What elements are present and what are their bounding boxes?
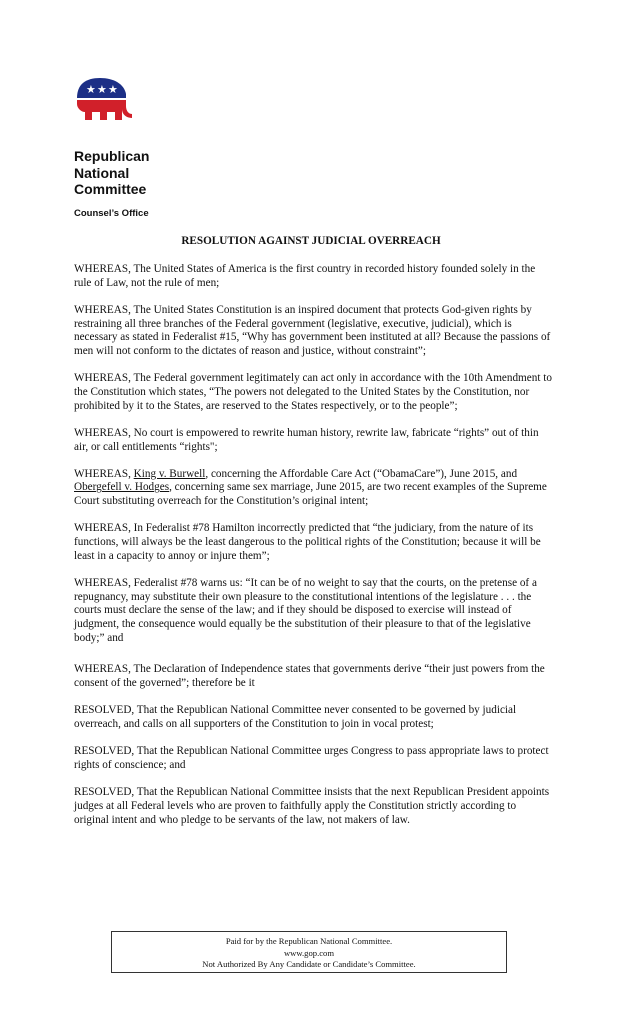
org-line: Republican: [74, 148, 150, 164]
disclaimer-line: Paid for by the Republican National Committee.: [225, 936, 393, 946]
republican-elephant-icon: [74, 74, 134, 126]
paragraph: WHEREAS, Federalist #78 warns us: “It can be of no weight to say that the courts, on the pretense of a repugnancy, may substitute their own pleasure to the constitutional intentions of the legislature . . . the courts must declare the sense of the law; and if they should be disposed to exercise will instead of judgment, the consequence would equally be the substitution of their pleasure to that of the legislative body;” and: [74, 576, 537, 644]
svg-text:★: ★: [108, 83, 118, 96]
svg-text:★: ★: [97, 83, 107, 96]
paragraph: RESOLVED, That the Republican National Committee never consented to be governed by judicial overreach, and calls on all supporters of the Constitution to join in vocal protest;: [74, 704, 517, 731]
paragraph: WHEREAS, In Federalist #78 Hamilton incorrectly predicted that “the judiciary, from the nature of its functions, will always be the least dangerous to the political rights of the Constitution; because it will be least in a capacity to annoy or injure them”;: [74, 522, 541, 562]
org-line: National: [74, 164, 130, 181]
paragraph: RESOLVED, That the Republican National Committee urges Congress to pass appropriate laws to protect rights of conscience; and: [74, 745, 549, 771]
office-label: Counsel’s Office: [74, 208, 149, 219]
paragraph-text: , concerning the Affordable Care Act (“ObamaCare”), June 2015, and: [205, 467, 518, 480]
paragraph: RESOLVED, That the Republican National Committee insists that the next Republican President appoints judges at all Federal levels who are proven to faithfully apply the Constitution strictly according to original intent and who pledge to be servants of the law, not makers of law.: [74, 786, 550, 826]
disclaimer-line: Not Authorized By Any Candidate or Candidate’s Committee.: [202, 959, 416, 969]
paragraph: WHEREAS, The United States Constitution is an inspired document that protects God-given rights by restraining all three branches of the Federal government (legislative, executive, judicial), which is necessary as stated in Federalist #15, “Why has government been instituted at all? Because the passions of men will not conform to the dictates of reason and justice, without constraint”;: [74, 303, 551, 358]
svg-text:★: ★: [86, 83, 96, 96]
case-obergefell-v-hodges: Obergefell v. Hodges: [74, 481, 170, 494]
disclaimer-url: www.gop.com: [283, 947, 335, 958]
resolution-body: [74, 263, 552, 841]
paragraph-text: WHEREAS,: [74, 467, 134, 480]
paragraph-text: , concerning same sex marriage, June 2015, are two recent examples of the Supreme Court substituting overreach for the Constitution’s original intent;: [74, 481, 547, 508]
paragraph: WHEREAS, The Federal government legitimately can act only in accordance with the 10th Amendment to the Constitution which states, “The powers not delegated to the United States by the Constitution, nor prohibited by it to the States, are reserved to the States respectively, or to the people”;: [74, 372, 552, 412]
case-king-v-burwell: King v. Burwell: [133, 467, 206, 480]
document-title: RESOLUTION AGAINST JUDICIAL OVERREACH: [181, 235, 441, 247]
paragraph: [74, 468, 552, 509]
org-line: Committee: [74, 181, 147, 197]
paragraph: WHEREAS, The Declaration of Independence states that governments derive “their just powers from the consent of the governed”; therefore be it: [74, 663, 545, 690]
disclaimer-box: [111, 931, 507, 973]
organization-name: [74, 148, 149, 198]
paragraph: WHEREAS, The United States of America is the first country in recorded history founded solely in the rule of Law, not the rule of men;: [74, 263, 536, 289]
paragraph: WHEREAS, No court is empowered to rewrite human history, rewrite law, fabricate “rights” out of thin air, or call entitlements “rights";: [74, 426, 539, 453]
